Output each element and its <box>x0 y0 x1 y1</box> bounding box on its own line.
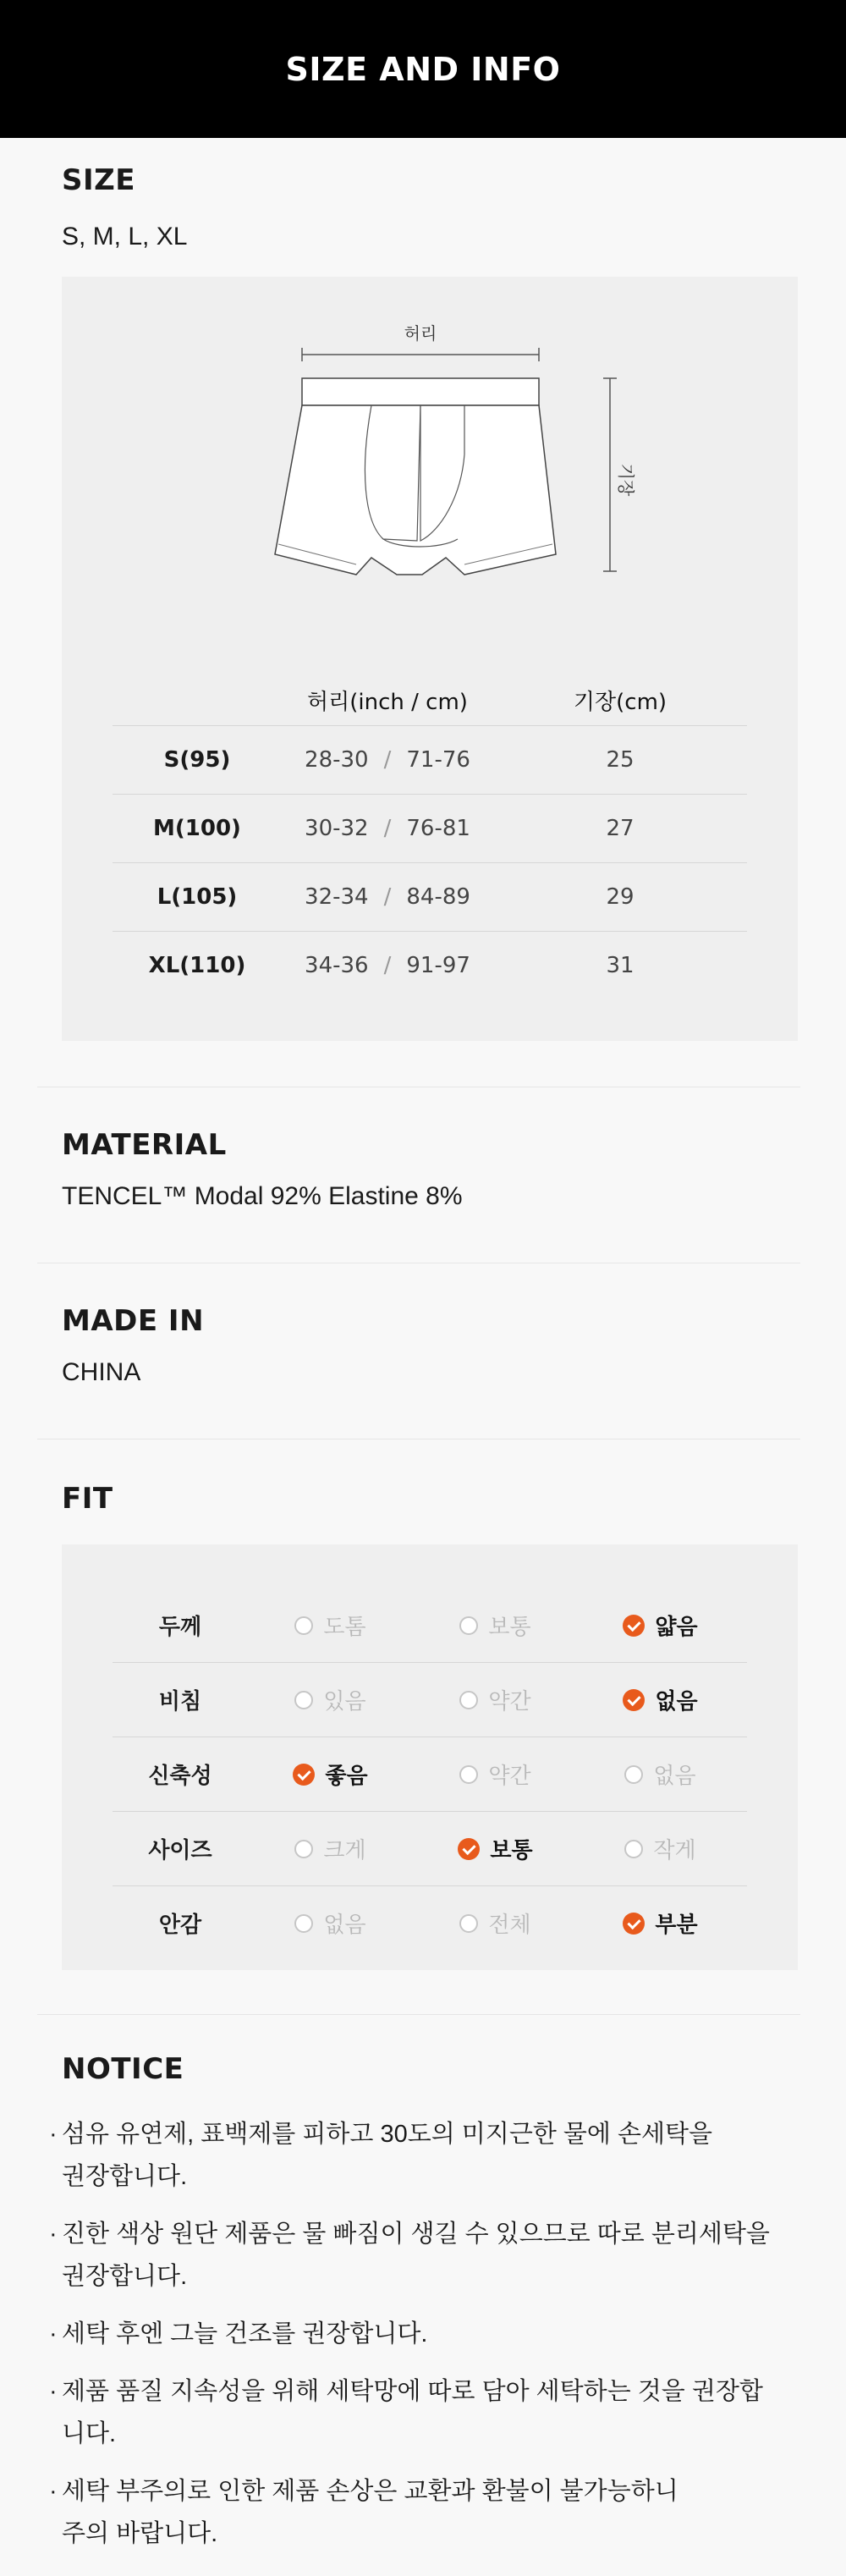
fit-option-label: 부분 <box>655 1913 698 1938</box>
size-cell: S(95) <box>163 747 231 773</box>
fit-option-label: 없음 <box>653 1764 696 1789</box>
page-header <box>0 0 846 138</box>
radio-icon <box>294 1840 313 1858</box>
fit-option-label: 없음 <box>655 1689 698 1715</box>
fit-option <box>413 1759 578 1790</box>
size-cell: XL(110) <box>148 953 246 978</box>
size-panel <box>62 277 798 1041</box>
fit-option <box>578 1610 743 1641</box>
fit-panel <box>62 1544 798 1970</box>
fit-option-label: 얇음 <box>655 1615 698 1640</box>
fit-option-label: 보통 <box>488 1615 531 1640</box>
radio-icon <box>459 1765 478 1784</box>
fit-row <box>113 1737 747 1812</box>
fit-option <box>578 1759 743 1790</box>
notice-section <box>0 2015 846 2573</box>
size-table-header <box>113 674 747 726</box>
fit-option <box>413 1610 578 1641</box>
fit-option <box>413 1907 578 1939</box>
waist-inch: 28-30 <box>305 747 369 773</box>
waist-cm: 84-89 <box>406 884 470 910</box>
notice-line: 진한 색상 원단 제품은 물 빠짐이 생길 수 있으므로 따로 분리세탁을 <box>62 2221 770 2248</box>
separator: / <box>383 953 392 978</box>
length-cell: 31 <box>606 953 634 978</box>
fit-option-label: 작게 <box>653 1838 696 1863</box>
notice-text <box>62 2113 712 2198</box>
waist-cell <box>282 884 493 910</box>
checked-radio-icon <box>623 1689 645 1711</box>
made-in-section <box>0 1263 846 1439</box>
made-in-title: MADE IN <box>62 1304 205 1338</box>
radio-icon <box>459 1616 478 1635</box>
fit-row-label: 비침 <box>158 1689 202 1715</box>
fit-option-label: 좋음 <box>325 1764 368 1789</box>
notice-item <box>49 2113 784 2198</box>
fit-option-label: 전체 <box>488 1913 531 1938</box>
fit-option <box>578 1684 743 1715</box>
size-cell: L(105) <box>157 884 238 910</box>
fit-option <box>413 1684 578 1715</box>
fit-option <box>578 1907 743 1939</box>
notice-text <box>62 2313 427 2355</box>
fit-option-label: 약간 <box>488 1764 531 1789</box>
length-cell: 27 <box>606 816 634 841</box>
fit-option-label: 약간 <box>488 1689 531 1715</box>
fit-option <box>578 1833 743 1864</box>
header-cell-waist: 허리(inch / cm) <box>307 689 468 715</box>
fit-row-label: 신축성 <box>148 1764 212 1789</box>
table-row <box>113 795 747 863</box>
waist-inch: 30-32 <box>305 816 369 841</box>
header-cell-length: 기장(cm) <box>573 689 667 715</box>
size-table <box>113 674 747 999</box>
table-row <box>113 726 747 795</box>
notice-line: 주의 바랍니다. <box>62 2520 218 2547</box>
checked-radio-icon <box>623 1913 645 1935</box>
length-cell: 29 <box>606 884 634 910</box>
material-section <box>0 1087 846 1263</box>
radio-icon <box>294 1691 313 1709</box>
size-cell: M(100) <box>153 816 241 841</box>
fit-row <box>113 1812 747 1886</box>
radio-icon <box>459 1914 478 1933</box>
fit-option-label: 도톰 <box>323 1615 366 1640</box>
radio-icon <box>624 1840 643 1858</box>
radio-icon <box>294 1616 313 1635</box>
separator: / <box>383 816 392 841</box>
fit-option <box>248 1759 413 1790</box>
radio-icon <box>624 1765 643 1784</box>
fit-option <box>248 1610 413 1641</box>
waist-inch: 34-36 <box>305 953 369 978</box>
bullet: · <box>49 2221 58 2248</box>
bullet: · <box>49 2121 58 2148</box>
fit-option <box>248 1684 413 1715</box>
fit-option <box>248 1907 413 1939</box>
checked-radio-icon <box>623 1615 645 1637</box>
checked-radio-icon <box>293 1764 315 1786</box>
notice-line: 권장합니다. <box>62 2263 188 2290</box>
separator: / <box>383 884 392 910</box>
length-cell: 25 <box>606 747 634 773</box>
notice-line: 제품 품질 지속성을 위해 세탁망에 따로 담아 세탁하는 것을 권장합니다. <box>62 2378 763 2447</box>
radio-icon <box>459 1691 478 1709</box>
page-title: SIZE AND INFO <box>285 50 561 88</box>
size-section <box>0 138 846 1087</box>
fit-option-label: 크게 <box>323 1838 366 1863</box>
fit-option-label: 있음 <box>323 1689 366 1715</box>
checked-radio-icon <box>458 1838 480 1860</box>
material-value: TENCEL™ Modal 92% Elastine 8% <box>62 1182 463 1210</box>
bullet: · <box>49 2478 58 2505</box>
notice-line: 세탁 후엔 그늘 건조를 권장합니다. <box>62 2320 428 2348</box>
notice-item <box>49 2213 784 2298</box>
waist-inch: 32-34 <box>305 884 369 910</box>
made-in-value: CHINA <box>62 1358 141 1386</box>
fit-option <box>413 1833 578 1864</box>
material-title: MATERIAL <box>62 1128 227 1162</box>
size-values: S, M, L, XL <box>62 223 188 250</box>
fit-row-label: 두께 <box>158 1615 202 1640</box>
waist-cell <box>282 816 493 841</box>
notice-text <box>62 2370 784 2455</box>
notice-text <box>62 2213 770 2298</box>
fit-option <box>248 1833 413 1864</box>
fit-option-label: 없음 <box>323 1913 366 1938</box>
fit-row-label: 사이즈 <box>148 1838 212 1863</box>
bullet: · <box>49 2320 58 2348</box>
waist-cm: 71-76 <box>406 747 470 773</box>
fit-section <box>0 1439 846 2015</box>
size-title: SIZE <box>62 163 136 197</box>
radio-icon <box>294 1914 313 1933</box>
notice-text <box>62 2470 678 2555</box>
waist-label: 허리 <box>404 323 437 344</box>
fit-row <box>113 1663 747 1737</box>
fit-row <box>113 1588 747 1663</box>
table-row <box>113 932 747 999</box>
fit-row <box>113 1886 747 1960</box>
notice-line: 세탁 부주의로 인한 제품 손상은 교환과 환불이 불가능하니 <box>62 2478 678 2505</box>
notice-item <box>49 2370 784 2455</box>
waist-cm: 91-97 <box>406 953 470 978</box>
bullet: · <box>49 2378 58 2405</box>
notice-item <box>49 2313 784 2355</box>
notice-item <box>49 2470 784 2555</box>
notice-line: 권장합니다. <box>62 2163 188 2190</box>
notice-line: 섬유 유연제, 표백제를 피하고 30도의 미지근한 물에 손세탁을 <box>62 2121 713 2148</box>
waist-cell <box>282 747 493 773</box>
fit-table <box>113 1588 747 1960</box>
length-label: 기장 <box>616 463 636 497</box>
waist-cm: 76-81 <box>406 816 470 841</box>
notice-list <box>49 2113 784 2555</box>
fit-row-label: 안감 <box>158 1913 202 1938</box>
boxer-diagram <box>272 311 636 598</box>
waist-cell <box>282 953 493 978</box>
fit-option-label: 보통 <box>490 1838 533 1863</box>
fit-title: FIT <box>62 1482 113 1516</box>
notice-title: NOTICE <box>62 2052 184 2086</box>
separator: / <box>383 747 392 773</box>
table-row <box>113 863 747 932</box>
